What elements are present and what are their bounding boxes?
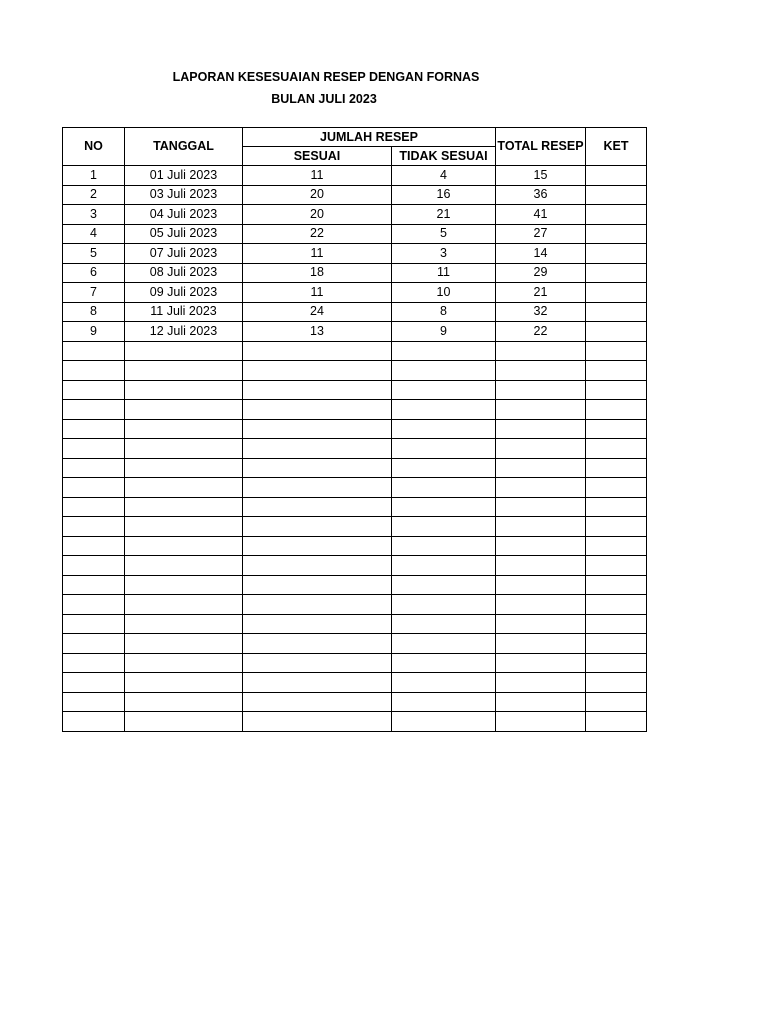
cell-tanggal (125, 439, 243, 459)
cell-no (63, 614, 125, 634)
cell-ket (586, 263, 647, 283)
cell-ket (586, 673, 647, 693)
cell-no (63, 458, 125, 478)
cell-tidak-sesuai (392, 692, 496, 712)
header-tidak-sesuai: TIDAK SESUAI (392, 147, 496, 166)
cell-tidak-sesuai (392, 673, 496, 693)
cell-tanggal (125, 517, 243, 537)
cell-tidak-sesuai (392, 556, 496, 576)
cell-tanggal (125, 614, 243, 634)
cell-total-resep (496, 614, 586, 634)
table-row (63, 614, 647, 634)
report-subtitle: BULAN JULI 2023 (271, 92, 377, 106)
cell-sesuai: 18 (243, 263, 392, 283)
cell-sesuai: 20 (243, 185, 392, 205)
cell-total-resep: 27 (496, 224, 586, 244)
cell-sesuai (243, 712, 392, 732)
cell-ket (586, 400, 647, 420)
cell-no (63, 419, 125, 439)
cell-tanggal (125, 556, 243, 576)
table-row (63, 283, 647, 303)
cell-no (63, 653, 125, 673)
cell-no: 3 (63, 205, 125, 225)
cell-total-resep (496, 536, 586, 556)
table-row (63, 361, 647, 381)
cell-total-resep (496, 380, 586, 400)
table-row (63, 517, 647, 537)
cell-total-resep (496, 692, 586, 712)
table-row (63, 575, 647, 595)
cell-no (63, 575, 125, 595)
cell-tidak-sesuai: 9 (392, 322, 496, 342)
cell-sesuai: 13 (243, 322, 392, 342)
cell-tanggal: 01 Juli 2023 (125, 166, 243, 186)
cell-total-resep: 32 (496, 302, 586, 322)
cell-total-resep: 14 (496, 244, 586, 264)
table-row (63, 244, 647, 264)
cell-total-resep (496, 419, 586, 439)
cell-total-resep (496, 712, 586, 732)
cell-total-resep: 21 (496, 283, 586, 303)
cell-ket (586, 341, 647, 361)
cell-sesuai (243, 439, 392, 459)
cell-sesuai (243, 595, 392, 615)
cell-no: 9 (63, 322, 125, 342)
cell-ket (586, 439, 647, 459)
cell-tanggal (125, 692, 243, 712)
cell-total-resep (496, 361, 586, 381)
cell-tidak-sesuai (392, 712, 496, 732)
table-row (63, 400, 647, 420)
table-row (63, 536, 647, 556)
cell-ket (586, 712, 647, 732)
cell-tanggal (125, 341, 243, 361)
cell-no (63, 517, 125, 537)
table-row (63, 302, 647, 322)
cell-sesuai (243, 575, 392, 595)
header-total-resep: TOTAL RESEP (496, 128, 586, 166)
cell-no (63, 712, 125, 732)
cell-no: 6 (63, 263, 125, 283)
header-jumlah-resep: JUMLAH RESEP (243, 128, 496, 147)
cell-total-resep: 29 (496, 263, 586, 283)
cell-ket (586, 322, 647, 342)
cell-sesuai (243, 634, 392, 654)
cell-tanggal (125, 634, 243, 654)
cell-no (63, 595, 125, 615)
cell-tidak-sesuai (392, 400, 496, 420)
cell-tidak-sesuai (392, 595, 496, 615)
cell-total-resep (496, 595, 586, 615)
cell-sesuai (243, 536, 392, 556)
cell-ket (586, 361, 647, 381)
cell-ket (586, 302, 647, 322)
cell-tidak-sesuai: 16 (392, 185, 496, 205)
cell-sesuai (243, 419, 392, 439)
cell-tanggal: 04 Juli 2023 (125, 205, 243, 225)
cell-tanggal (125, 400, 243, 420)
cell-total-resep (496, 478, 586, 498)
cell-sesuai (243, 497, 392, 517)
cell-ket (586, 458, 647, 478)
cell-tanggal (125, 575, 243, 595)
table-row (63, 439, 647, 459)
cell-total-resep (496, 634, 586, 654)
table-row (63, 478, 647, 498)
cell-total-resep (496, 497, 586, 517)
cell-tanggal: 12 Juli 2023 (125, 322, 243, 342)
cell-sesuai (243, 458, 392, 478)
cell-tanggal (125, 536, 243, 556)
cell-sesuai (243, 517, 392, 537)
cell-sesuai (243, 341, 392, 361)
cell-ket (586, 556, 647, 576)
cell-tanggal: 09 Juli 2023 (125, 283, 243, 303)
cell-tanggal: 05 Juli 2023 (125, 224, 243, 244)
cell-tidak-sesuai: 10 (392, 283, 496, 303)
cell-tidak-sesuai (392, 380, 496, 400)
cell-sesuai: 20 (243, 205, 392, 225)
cell-sesuai (243, 692, 392, 712)
cell-no (63, 361, 125, 381)
cell-sesuai (243, 673, 392, 693)
cell-ket (586, 653, 647, 673)
cell-total-resep (496, 400, 586, 420)
cell-tidak-sesuai: 4 (392, 166, 496, 186)
table-row (63, 263, 647, 283)
table-row (63, 653, 647, 673)
cell-tidak-sesuai (392, 653, 496, 673)
header-no: NO (63, 128, 125, 166)
cell-sesuai (243, 614, 392, 634)
report-title: LAPORAN KESESUAIAN RESEP DENGAN FORNAS (172, 70, 480, 84)
cell-tidak-sesuai: 21 (392, 205, 496, 225)
cell-sesuai: 22 (243, 224, 392, 244)
cell-total-resep: 15 (496, 166, 586, 186)
cell-sesuai: 11 (243, 283, 392, 303)
cell-no (63, 536, 125, 556)
cell-total-resep (496, 517, 586, 537)
cell-sesuai (243, 380, 392, 400)
cell-no (63, 380, 125, 400)
cell-ket (586, 634, 647, 654)
cell-no: 8 (63, 302, 125, 322)
table-row (63, 341, 647, 361)
cell-no (63, 400, 125, 420)
cell-tanggal (125, 653, 243, 673)
cell-tanggal: 08 Juli 2023 (125, 263, 243, 283)
header-row-1 (63, 128, 647, 147)
cell-ket (586, 224, 647, 244)
cell-no (63, 497, 125, 517)
cell-sesuai (243, 556, 392, 576)
header-ket: KET (586, 128, 647, 166)
cell-ket (586, 166, 647, 186)
cell-total-resep: 36 (496, 185, 586, 205)
cell-sesuai (243, 478, 392, 498)
cell-ket (586, 575, 647, 595)
cell-tidak-sesuai (392, 361, 496, 381)
cell-tidak-sesuai (392, 634, 496, 654)
cell-tanggal (125, 497, 243, 517)
table-row (63, 458, 647, 478)
table-body (63, 166, 647, 732)
table-row (63, 419, 647, 439)
cell-no (63, 478, 125, 498)
cell-ket (586, 185, 647, 205)
table-row (63, 595, 647, 615)
cell-tanggal (125, 458, 243, 478)
cell-no: 1 (63, 166, 125, 186)
table-row (63, 692, 647, 712)
table-row (63, 497, 647, 517)
cell-total-resep (496, 556, 586, 576)
table-row (63, 556, 647, 576)
cell-total-resep (496, 653, 586, 673)
table-row (63, 205, 647, 225)
table-row (63, 673, 647, 693)
cell-total-resep: 22 (496, 322, 586, 342)
cell-tidak-sesuai (392, 341, 496, 361)
cell-tidak-sesuai: 11 (392, 263, 496, 283)
cell-ket (586, 536, 647, 556)
cell-sesuai: 24 (243, 302, 392, 322)
cell-ket (586, 380, 647, 400)
cell-ket (586, 244, 647, 264)
cell-sesuai (243, 361, 392, 381)
cell-ket (586, 478, 647, 498)
cell-tanggal (125, 712, 243, 732)
cell-tidak-sesuai (392, 614, 496, 634)
cell-tidak-sesuai (392, 497, 496, 517)
cell-ket (586, 205, 647, 225)
cell-total-resep (496, 575, 586, 595)
cell-ket (586, 692, 647, 712)
cell-total-resep (496, 458, 586, 478)
cell-ket (586, 419, 647, 439)
cell-no: 4 (63, 224, 125, 244)
cell-sesuai (243, 400, 392, 420)
cell-tidak-sesuai (392, 439, 496, 459)
cell-tanggal (125, 419, 243, 439)
header-sesuai: SESUAI (243, 147, 392, 166)
cell-ket (586, 614, 647, 634)
table-row (63, 224, 647, 244)
header-tanggal: TANGGAL (125, 128, 243, 166)
cell-tidak-sesuai (392, 536, 496, 556)
cell-ket (586, 283, 647, 303)
cell-total-resep (496, 673, 586, 693)
cell-ket (586, 497, 647, 517)
table-row (63, 322, 647, 342)
cell-no: 2 (63, 185, 125, 205)
cell-sesuai (243, 653, 392, 673)
cell-sesuai: 11 (243, 244, 392, 264)
cell-no (63, 673, 125, 693)
cell-tanggal (125, 673, 243, 693)
cell-no (63, 439, 125, 459)
cell-tidak-sesuai: 8 (392, 302, 496, 322)
cell-tidak-sesuai (392, 478, 496, 498)
cell-no (63, 341, 125, 361)
cell-sesuai: 11 (243, 166, 392, 186)
cell-tidak-sesuai (392, 517, 496, 537)
cell-total-resep (496, 439, 586, 459)
cell-no (63, 692, 125, 712)
table-row (63, 634, 647, 654)
cell-tanggal: 07 Juli 2023 (125, 244, 243, 264)
cell-tanggal (125, 595, 243, 615)
cell-tanggal: 03 Juli 2023 (125, 185, 243, 205)
cell-ket (586, 517, 647, 537)
cell-tidak-sesuai (392, 419, 496, 439)
cell-no (63, 556, 125, 576)
table-row (63, 380, 647, 400)
table-row (63, 166, 647, 186)
cell-no: 7 (63, 283, 125, 303)
cell-ket (586, 595, 647, 615)
cell-tidak-sesuai: 3 (392, 244, 496, 264)
cell-no: 5 (63, 244, 125, 264)
cell-total-resep (496, 341, 586, 361)
cell-tanggal (125, 380, 243, 400)
cell-total-resep: 41 (496, 205, 586, 225)
report-table (62, 127, 647, 732)
cell-tanggal (125, 478, 243, 498)
cell-tanggal: 11 Juli 2023 (125, 302, 243, 322)
cell-tidak-sesuai (392, 575, 496, 595)
cell-no (63, 634, 125, 654)
cell-tanggal (125, 361, 243, 381)
table-row (63, 185, 647, 205)
cell-tidak-sesuai (392, 458, 496, 478)
cell-tidak-sesuai: 5 (392, 224, 496, 244)
table-row (63, 712, 647, 732)
